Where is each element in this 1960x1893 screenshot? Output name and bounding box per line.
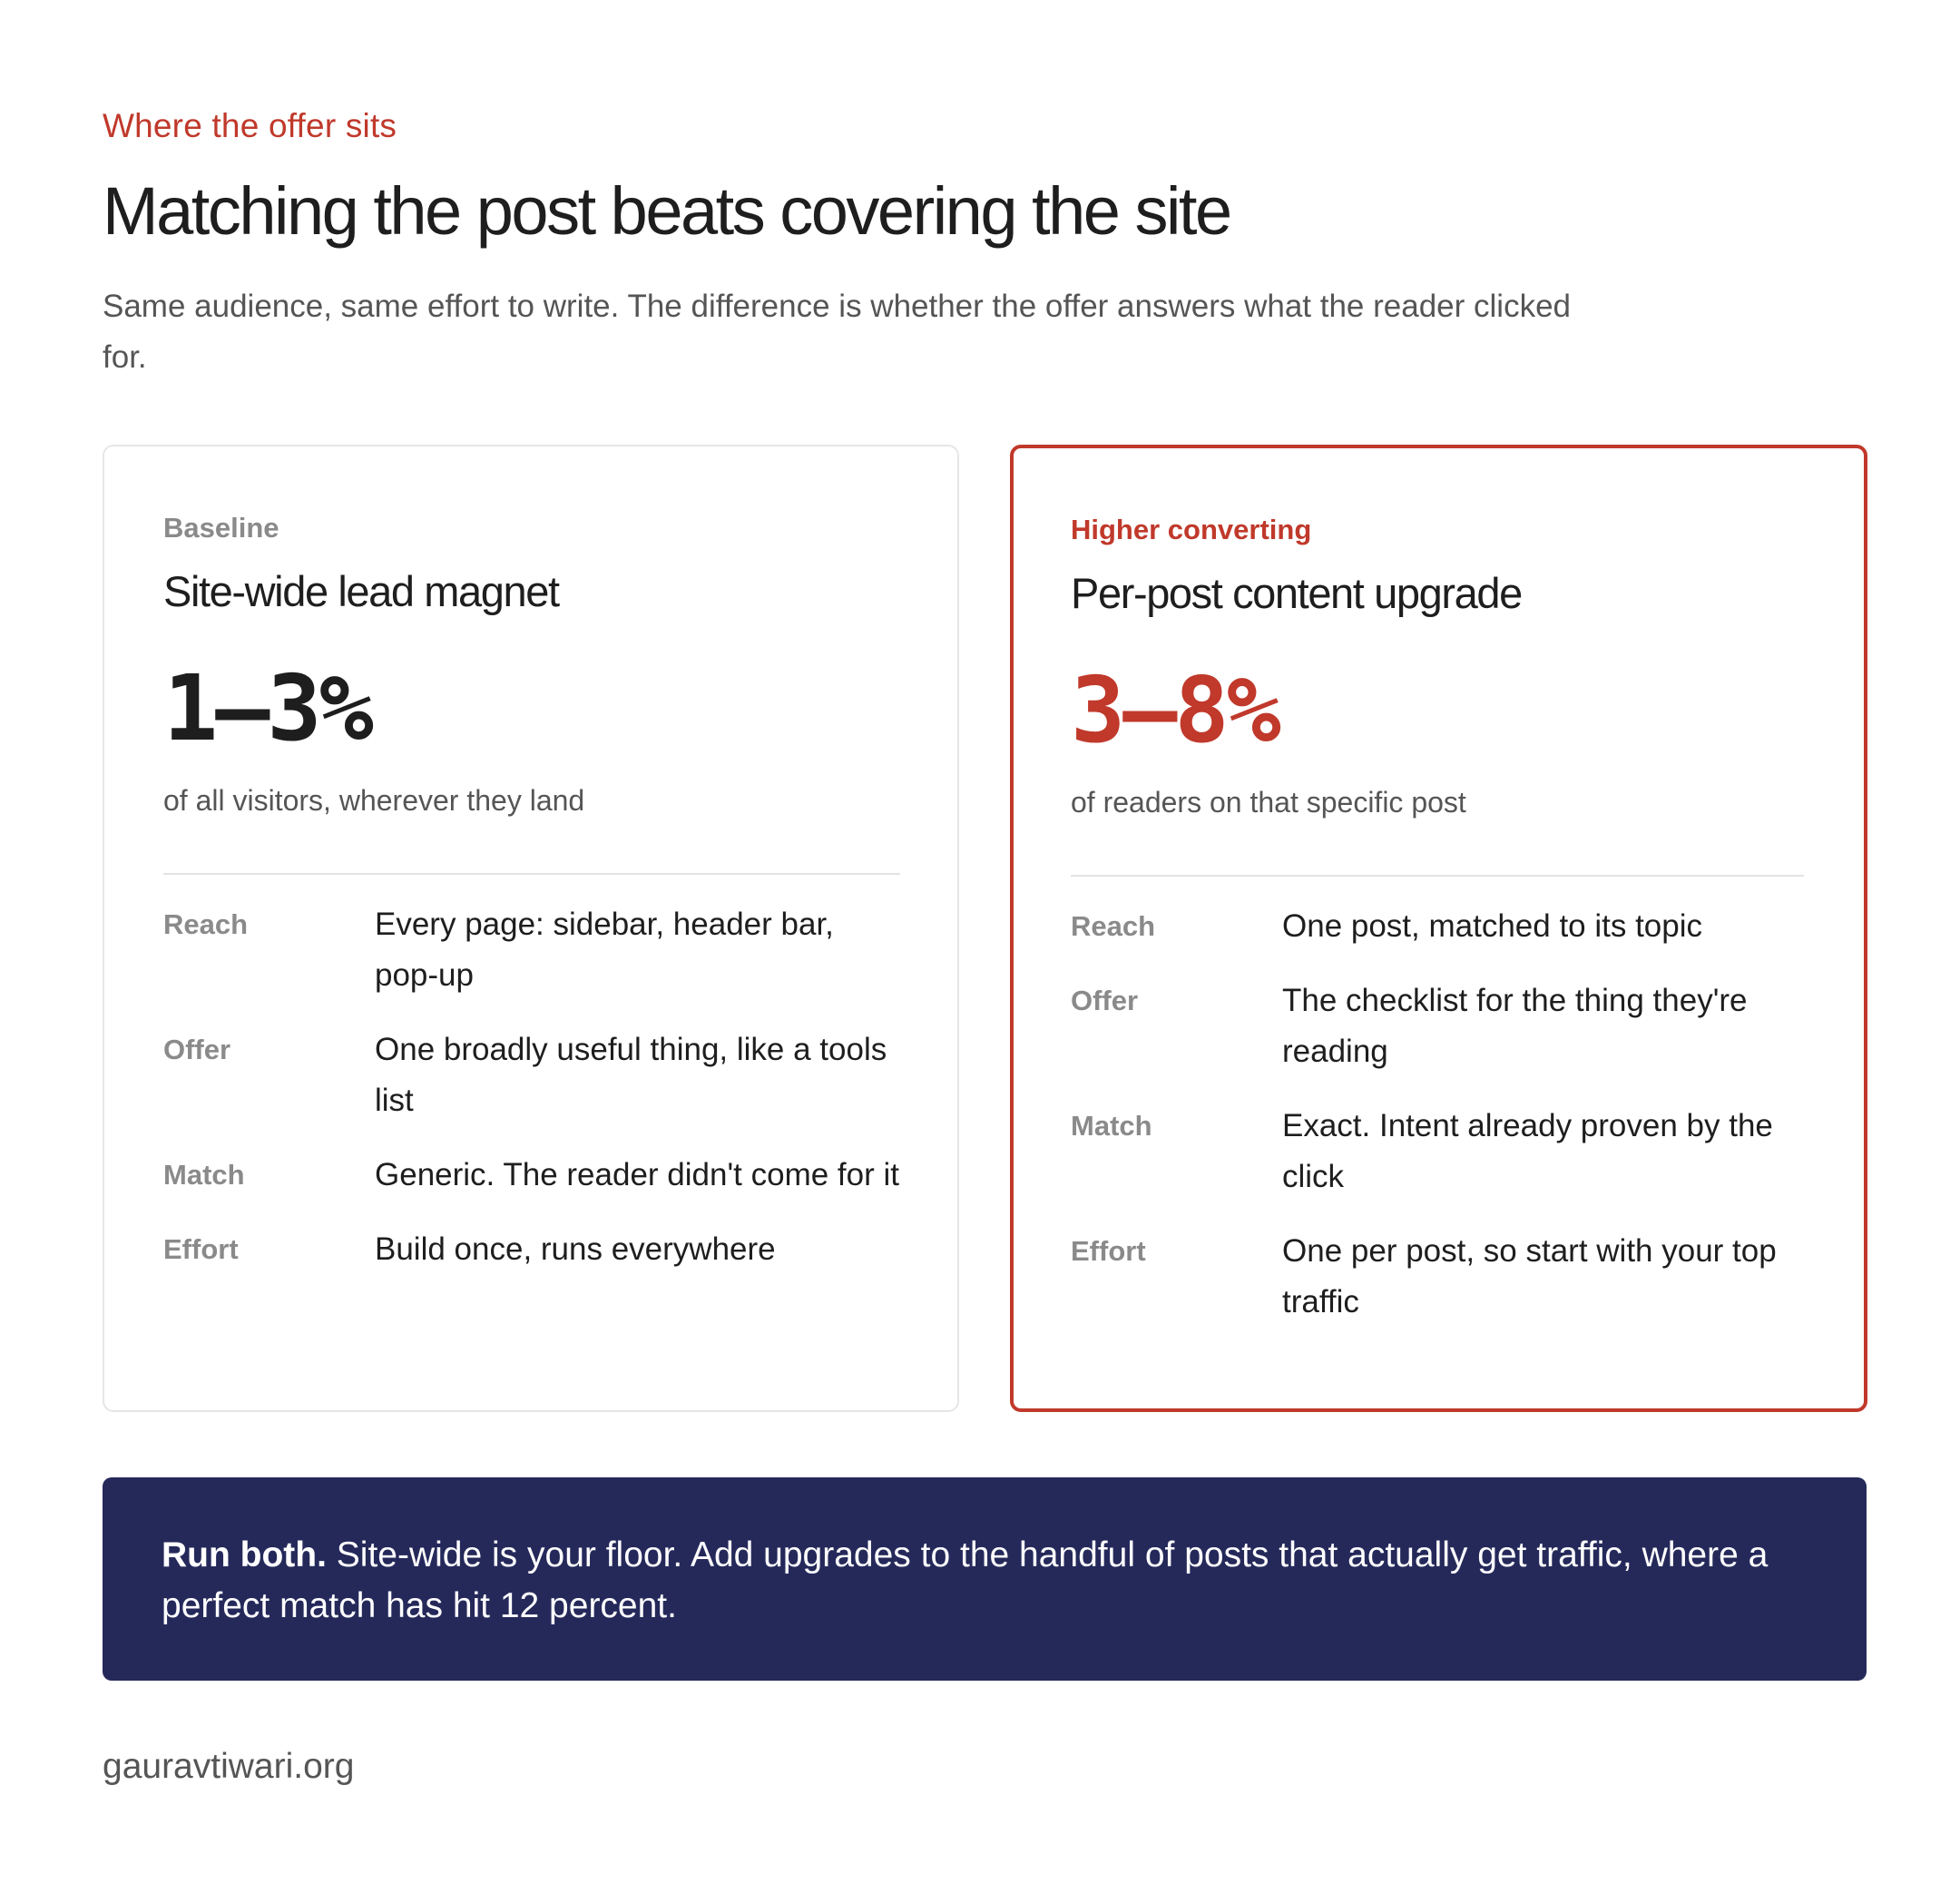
callout-lead: Run both. (162, 1535, 327, 1574)
card-title: Site-wide lead magnet (163, 567, 559, 615)
recommendation-callout (103, 1477, 1867, 1681)
attribute-row-reach (1071, 907, 1804, 952)
stat-caption: of all visitors, wherever they land (163, 784, 585, 817)
attribute-value: Every page: sidebar, header bar, pop-up (375, 907, 834, 993)
eyebrow-label: Where the offer sits (103, 107, 397, 144)
attribute-value: One post, matched to its topic (1282, 908, 1703, 944)
attribute-key: Offer (1071, 985, 1139, 1016)
baseline-card (103, 445, 959, 1412)
card-title: Per-post content upgrade (1071, 569, 1522, 617)
attribute-row-offer (163, 1030, 900, 1126)
stat-caption: of readers on that specific post (1071, 786, 1466, 819)
card-label: Baseline (163, 512, 279, 544)
attribute-value: Build once, runs everywhere (375, 1231, 776, 1267)
attribute-key: Match (163, 1159, 245, 1191)
attribute-key: Offer (163, 1034, 231, 1065)
attribute-value: One per post, so start with your top traffic (1282, 1233, 1777, 1319)
callout-text: Site-wide is your floor. Add upgrades to the handful of posts that actually get traffic, where a perfect match has hit 12 percent. (162, 1535, 1769, 1625)
site-credit: gauravtiwari.org (103, 1747, 355, 1786)
attribute-row-match (163, 1155, 900, 1201)
attribute-list (1071, 907, 1804, 1357)
attribute-key: Reach (163, 908, 249, 940)
attribute-value: Exact. Intent already proven by the click (1282, 1108, 1773, 1194)
attribute-row-match (1071, 1106, 1804, 1202)
attribute-key: Match (1071, 1110, 1152, 1142)
attribute-value: Generic. The reader didn't come for it (375, 1157, 899, 1192)
attribute-key: Effort (163, 1233, 239, 1265)
attribute-row-offer (1071, 981, 1804, 1077)
attribute-value: The checklist for the thing they're reading (1282, 983, 1748, 1069)
conversion-stat: 1–3% (163, 655, 371, 761)
page-subtitle: Same audience, same effort to write. The difference is whether the offer answers what the reader clicked for. (103, 289, 1571, 375)
attribute-row-effort (1071, 1231, 1804, 1328)
attribute-row-effort (163, 1230, 900, 1275)
attribute-key: Reach (1071, 910, 1156, 942)
attribute-value: One broadly useful thing, like a tools list (375, 1032, 887, 1118)
divider (1071, 875, 1804, 877)
card-label: Higher converting (1071, 514, 1312, 545)
attribute-list (163, 905, 900, 1304)
attribute-key: Effort (1071, 1235, 1146, 1267)
divider (163, 873, 900, 875)
conversion-stat: 3–8% (1071, 657, 1279, 763)
page-title: Matching the post beats covering the site (103, 173, 1230, 249)
attribute-row-reach (163, 905, 900, 1001)
higher-converting-card (1010, 445, 1867, 1412)
